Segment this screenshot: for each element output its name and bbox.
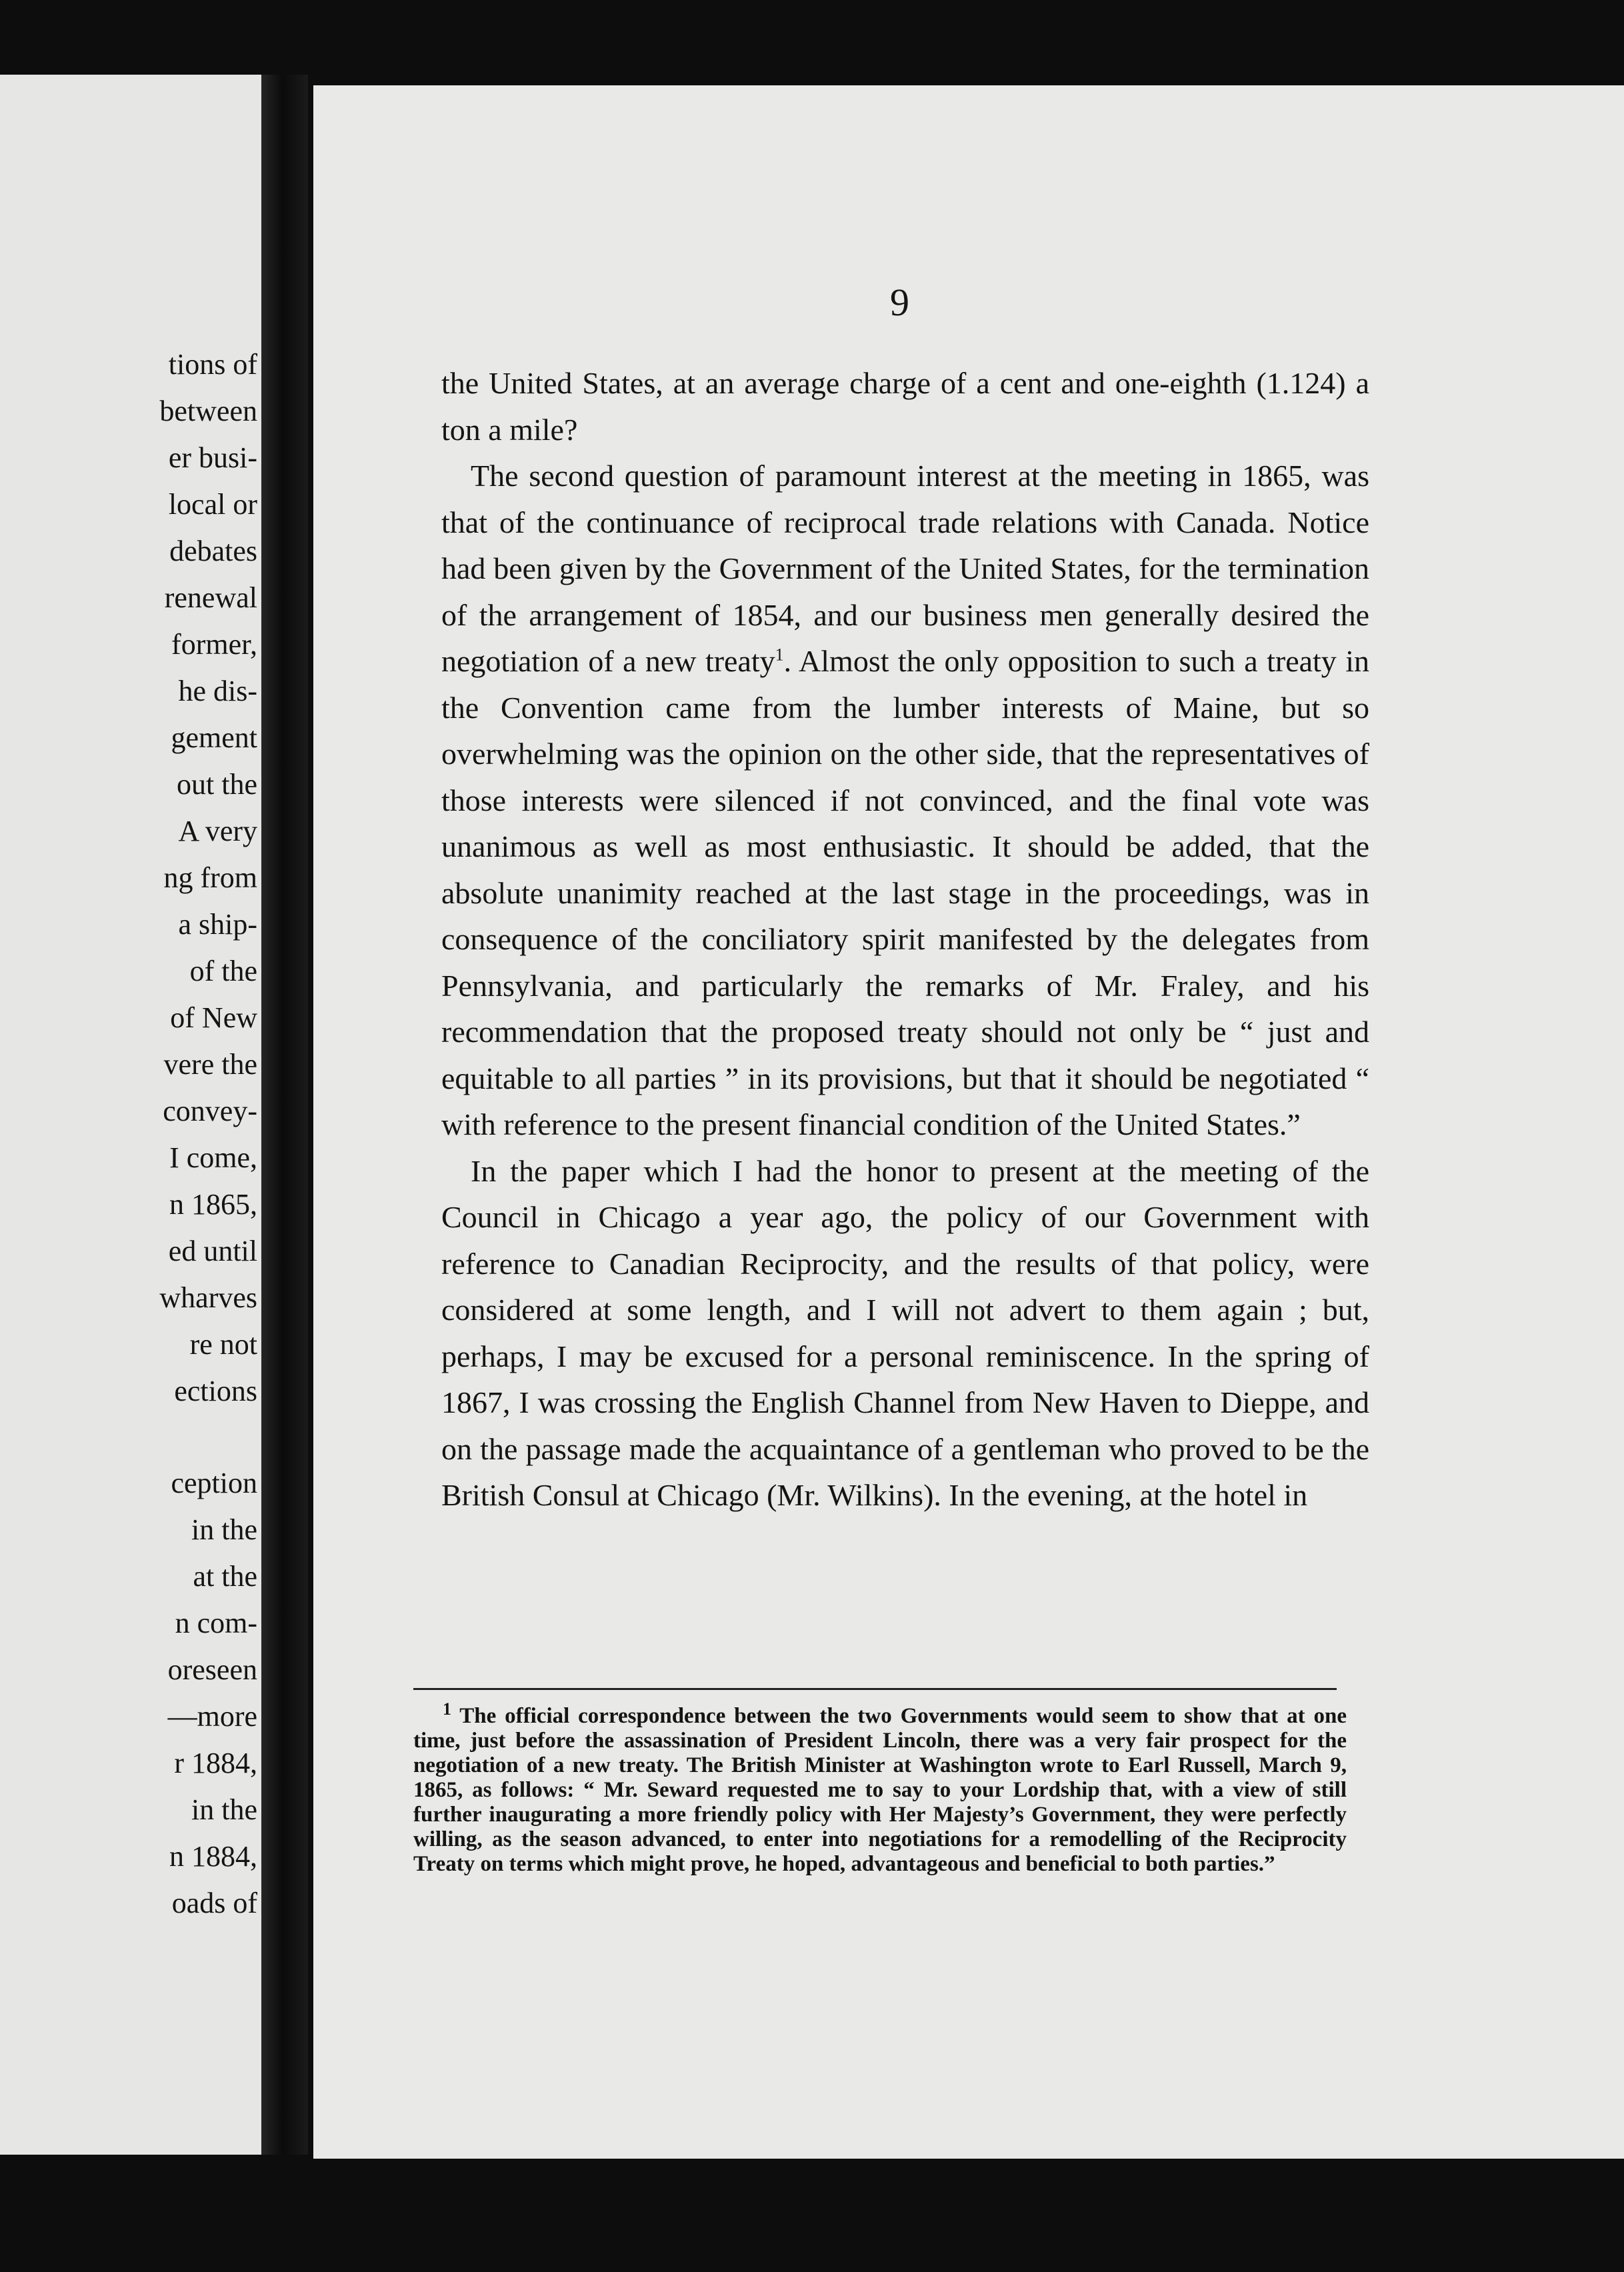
left-page-line: renewal (164, 581, 257, 614)
left-page-line: r 1884, (174, 1747, 257, 1779)
left-page-line: I come, (169, 1141, 257, 1174)
left-page-line: in the (191, 1793, 257, 1826)
left-page-line: ections (174, 1375, 257, 1407)
page-number: 9 (890, 281, 909, 324)
left-page-line: former, (171, 628, 257, 661)
left-page-line: n com- (175, 1607, 257, 1639)
paragraph-2-continuation: . Almost the only opposition to such a treaty in the Convention came from the lumber interests of Maine, but so overwhelming was the opinion on the other side, that the representatives of those interests were silenced if not convinced, and the final vote was unanimous as well as most enthusiastic. It should be added, that the absolute unanimity reached at the last stage in the proceedings, was in consequence of the conciliatory spirit manifested by the delegates from Pennsylvania, and particularly the remarks of Mr. Fraley, and his recommendation that the proposed treaty should not only be “ just and equitable to all parties ” in its provisions, but that it should be negotiated “ with reference to the present financial condition of the United States.” (441, 644, 1369, 1141)
footnote-divider (413, 1688, 1337, 1690)
footnote-marker: 1 (443, 1699, 451, 1719)
left-page-line: er busi- (168, 441, 257, 474)
left-page-line: oreseen (167, 1653, 257, 1686)
left-page-line: in the (191, 1513, 257, 1546)
left-page-line: convey- (163, 1095, 257, 1127)
left-page-line: between (159, 395, 257, 427)
left-page-line: ed until (168, 1235, 257, 1267)
left-page-line: local or (168, 488, 257, 521)
left-page-line: n 1884, (169, 1840, 257, 1873)
left-page-line: oads of (171, 1887, 257, 1919)
left-page-text (8, 341, 261, 1927)
left-page-line (8, 1415, 257, 1460)
left-page-line: —more (167, 1700, 257, 1733)
book-gutter (261, 75, 308, 2155)
left-page-line: out the (177, 768, 257, 801)
left-page-line: wharves (159, 1281, 257, 1314)
left-page-line: of the (189, 955, 257, 987)
footnote (413, 1699, 1347, 1877)
left-page-line: of New (170, 1001, 257, 1034)
left-page-line: tions of (168, 348, 257, 381)
left-page-line: A very (178, 815, 257, 847)
left-page-line: gement (171, 721, 257, 754)
footnote-reference: 1 (775, 645, 784, 665)
left-page-line: he dis- (178, 675, 257, 707)
paragraph-1: the United States, at an average charge of a cent and one-eighth (1.124) a ton a mile? (441, 366, 1369, 447)
left-page-line: at the (193, 1560, 257, 1593)
left-page-line: ception (171, 1467, 257, 1499)
left-page-line: n 1865, (169, 1188, 257, 1221)
paragraph-2 (441, 453, 1369, 1148)
left-page-line: ng from (163, 861, 257, 894)
left-page-line: a ship- (178, 908, 257, 941)
paragraph-3: In the paper which I had the honor to present at the meeting of the Council in Chicago a year ago, the policy of our Government with reference to Canadian Reciprocity, and the results of that policy, were considered at some length, and I will not advert to them again ; but, perhaps, I may be excused for a personal reminiscence. In the spring of 1867, I was crossing the English Channel from New Haven to Dieppe, and on the passage made the acquaintance of a gentleman who proved to be the British Consul at Chicago (Mr. Wilkins). In the evening, at the hotel in (441, 1153, 1369, 1512)
footnote-text: The official correspondence between the two Governments would seem to show that at one time, just before the assassination of President Lincoln, there was a very fair prospect for the negotiation of a new treaty. The British Minister at Washington wrote to Earl Russell, March 9, 1865, as follows: “ Mr. Seward requested me to say to your Lordship that, with a view of still further inaugurating a more friendly policy with Her Majesty’s Government, they were perfectly willing, as the season advanced, to enter into negotiations for a remodelling of the Reciprocity Treaty on terms which might prove, he hoped, advantageous and beneficial to both parties.” (413, 1704, 1347, 1876)
left-page (0, 75, 261, 2155)
paragraph-2-start: The second question of paramount interest at the meeting in 1865, was that of the continuance of reciprocal trade relations with Canada. Notice had been given by the Government of the United States, for the termination of the arrangement of 1854, and our business men generally desired the negotiation of a new treaty (441, 459, 1369, 678)
left-page-line: debates (169, 535, 257, 567)
body-text (441, 360, 1369, 1519)
left-page-line: re not (189, 1328, 257, 1361)
left-page-line: vere the (163, 1048, 257, 1081)
